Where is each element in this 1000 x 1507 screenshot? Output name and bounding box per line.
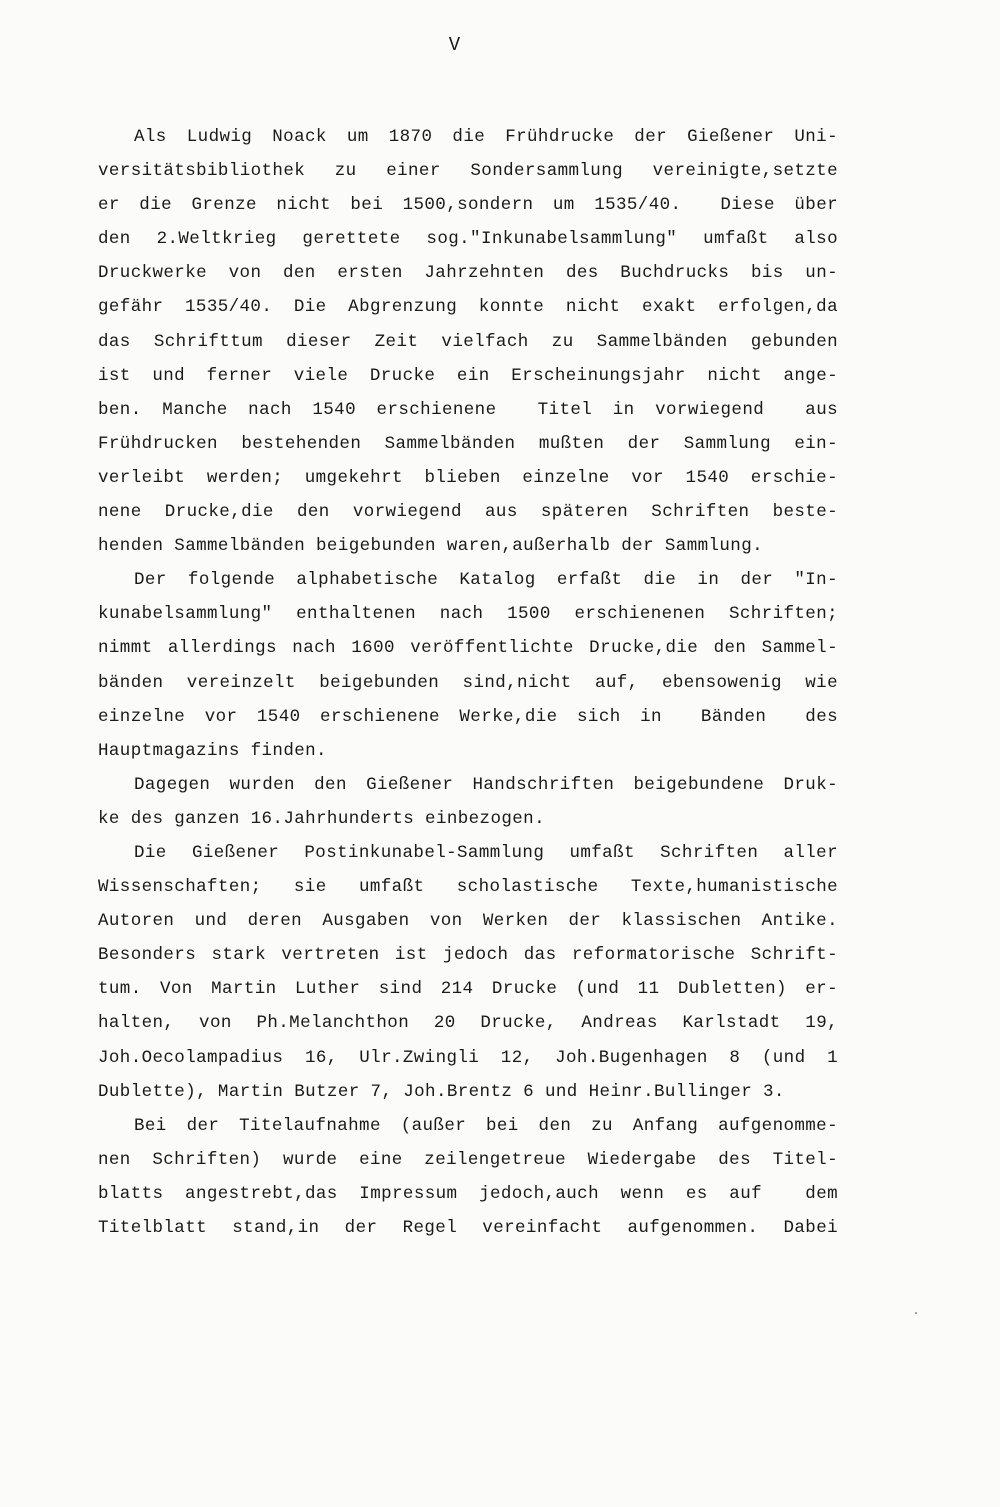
- text-line: Druckwerke von den ersten Jahrzehnten des Buchdrucks bis un-: [98, 263, 838, 284]
- text-line: ist und ferner viele Drucke ein Erscheinungsjahr nicht ange-: [98, 365, 838, 386]
- text-line: versitätsbibliothek zu einer Sondersammlung vereinigte,setzte: [98, 161, 838, 182]
- text-line: bänden vereinzelt beigebunden sind,nicht auf, ebensowenig wie: [98, 672, 838, 693]
- text-line: Besonders stark vertreten ist jedoch das reformatorische Schrift-: [98, 945, 838, 966]
- text-line: einzelne vor 1540 erschienene Werke,die sich in Bänden des: [98, 706, 838, 727]
- text-line: halten, von Ph.Melanchthon 20 Drucke, Andreas Karlstadt 19,: [98, 1013, 838, 1034]
- body-text: [98, 120, 838, 1245]
- text-line: das Schrifttum dieser Zeit vielfach zu Sammelbänden gebunden: [98, 331, 838, 352]
- text-line: ben. Manche nach 1540 erschienene Titel in vorwiegend aus: [98, 399, 838, 420]
- text-line: gefähr 1535/40. Die Abgrenzung konnte nicht exakt erfolgen,da: [98, 297, 838, 318]
- page-number: V: [448, 34, 462, 56]
- text-line: Joh.Oecolampadius 16, Ulr.Zwingli 12, Joh.Bugenhagen 8 (und 1: [98, 1047, 838, 1068]
- text-line: blatts angestrebt,das Impressum jedoch,auch wenn es auf dem: [98, 1183, 838, 1204]
- text-line: kunabelsammlung" enthaltenen nach 1500 erschienenen Schriften;: [98, 604, 838, 625]
- text-line: verleibt werden; umgekehrt blieben einzelne vor 1540 erschie-: [98, 467, 838, 488]
- text-line: er die Grenze nicht bei 1500,sondern um 1535/40. Diese über: [98, 195, 838, 216]
- scan-speck: [915, 1312, 917, 1314]
- text-line: nene Drucke,die den vorwiegend aus späteren Schriften beste-: [98, 502, 838, 523]
- text-line: Frühdrucken bestehenden Sammelbänden mußten der Sammlung ein-: [98, 433, 838, 454]
- text-line: Dublette), Martin Butzer 7, Joh.Brentz 6 und Heinr.Bullinger 3.: [98, 1081, 785, 1102]
- text-line: Bei der Titelaufnahme (außer bei den zu Anfang aufgenomme-: [134, 1115, 838, 1136]
- text-line: nen Schriften) wurde eine zeilengetreue Wiedergabe des Titel-: [98, 1149, 838, 1170]
- text-line: Titelblatt stand,in der Regel vereinfacht aufgenommen. Dabei: [98, 1218, 838, 1238]
- text-line: Hauptmagazins finden.: [98, 740, 327, 761]
- text-line: henden Sammelbänden beigebunden waren,außerhalb der Sammlung.: [98, 536, 764, 557]
- text-line: Die Gießener Postinkunabel-Sammlung umfaßt Schriften aller: [134, 842, 838, 863]
- text-line: Dagegen wurden den Gießener Handschriften beigebundene Druk-: [134, 774, 838, 795]
- text-line: ke des ganzen 16.Jahrhunderts einbezogen.: [98, 808, 545, 829]
- text-line: Als Ludwig Noack um 1870 die Frühdrucke der Gießener Uni-: [134, 127, 838, 147]
- text-line: tum. Von Martin Luther sind 214 Drucke (und 11 Dubletten) er-: [98, 979, 838, 1000]
- text-line: den 2.Weltkrieg gerettete sog."Inkunabelsammlung" umfaßt also: [98, 229, 838, 250]
- text-line: Der folgende alphabetische Katalog erfaßt die in der "In-: [134, 570, 838, 591]
- text-line: Wissenschaften; sie umfaßt scholastische Texte,humanistische: [98, 877, 838, 898]
- text-line: Autoren und deren Ausgaben von Werken der klassischen Antike.: [98, 911, 838, 932]
- text-line: nimmt allerdings nach 1600 veröffentlichte Drucke,die den Sammel-: [98, 638, 838, 659]
